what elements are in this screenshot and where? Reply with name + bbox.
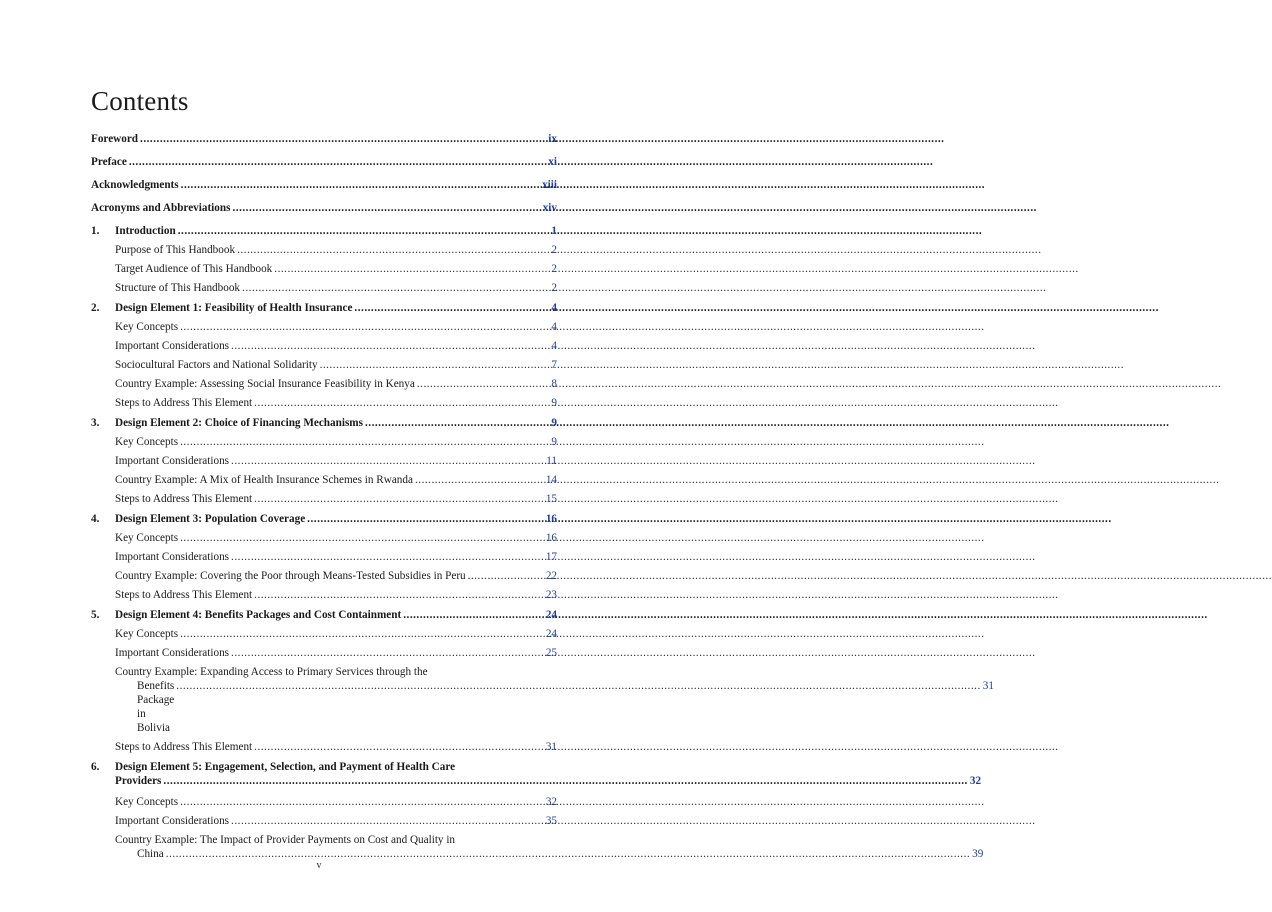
toc-page-number: 8 — [551, 378, 557, 390]
toc-page-number: 11 — [546, 455, 557, 467]
toc-chapter-4[interactable] — [91, 512, 557, 526]
dot-leader — [417, 377, 550, 391]
toc-page-number: xiv — [542, 202, 557, 214]
chapter-number: 2. — [91, 302, 100, 314]
dot-leader — [254, 492, 544, 506]
dot-leader — [365, 416, 549, 430]
toc-subentry[interactable] — [91, 473, 557, 487]
dot-leader — [254, 396, 549, 410]
toc-subentry[interactable] — [91, 740, 557, 754]
toc-entry-line2 — [115, 679, 994, 735]
toc-entry-label: Country Example: Covering the Poor through Means-Tested Subsidies in Peru — [115, 570, 466, 582]
toc-subentry[interactable] — [91, 646, 557, 660]
toc-entry-acknowledgments[interactable] — [91, 178, 557, 192]
toc-chapter-6[interactable] — [91, 760, 982, 788]
toc-page-number: 2 — [551, 263, 557, 275]
toc-entry-label: Introduction — [115, 225, 176, 237]
toc-entry-label: Important Considerations — [115, 455, 230, 467]
toc-entry-label: Important Considerations — [115, 551, 230, 563]
toc-page-number: 23 — [545, 589, 557, 601]
toc-page-number: ix — [548, 133, 557, 145]
toc-entry-label: Preface — [91, 156, 127, 168]
toc-entry-label: Design Element 2: Choice of Financing Mechanisms — [115, 417, 363, 429]
toc-page-number: 9 — [551, 436, 557, 448]
toc-page-number: 24 — [545, 628, 557, 640]
toc-subentry[interactable] — [91, 320, 557, 334]
toc-entry-label: Important Considerations — [115, 647, 230, 659]
toc-page-number: 7 — [551, 359, 557, 371]
toc-page-number: 4 — [551, 321, 557, 333]
toc-entry-label: Steps to Address This Element — [115, 589, 253, 601]
footer-page-number: v — [316, 860, 322, 871]
dot-leader — [254, 588, 544, 602]
toc-entry-label-line2: Providers — [115, 775, 162, 787]
toc-subentry[interactable] — [91, 795, 557, 809]
dot-leader — [180, 320, 549, 334]
toc-subentry[interactable] — [91, 377, 557, 391]
toc-page-number: 39 — [972, 848, 984, 860]
toc-subentry[interactable] — [91, 262, 557, 276]
dot-leader — [180, 795, 544, 809]
toc-page-number: 2 — [551, 244, 557, 256]
dot-leader — [166, 847, 970, 861]
toc-subentry[interactable] — [91, 396, 557, 410]
dot-leader — [129, 155, 546, 169]
toc-entry-label: Steps to Address This Element — [115, 397, 253, 409]
toc-subentry[interactable] — [91, 550, 557, 564]
toc-entry-label-line2: Benefits Package in Bolivia — [137, 680, 175, 734]
toc-page-number: 32 — [969, 775, 982, 787]
dot-leader — [403, 608, 544, 622]
toc-entry-label: Design Element 3: Population Coverage — [115, 513, 306, 525]
toc-entry-label: Purpose of This Handbook — [115, 244, 236, 256]
dot-leader — [231, 814, 544, 828]
toc-entry-label: Key Concepts — [115, 321, 179, 333]
toc-page-number: 24 — [545, 609, 557, 621]
chapter-number: 5. — [91, 609, 100, 621]
toc-entry-label-line1: Country Example: Expanding Access to Primary Services through the — [115, 666, 428, 678]
toc-chapter-2[interactable] — [91, 301, 557, 315]
toc-page-number: 4 — [551, 302, 557, 314]
toc-subentry[interactable] — [91, 281, 557, 295]
dot-leader — [140, 132, 546, 146]
chapter-number: 1. — [91, 225, 100, 237]
toc-page-number: 17 — [545, 551, 557, 563]
toc-subentry[interactable] — [91, 435, 557, 449]
dot-leader — [274, 262, 549, 276]
toc-subentry-wrapped[interactable] — [91, 833, 984, 861]
toc-entry-label: Country Example: Assessing Social Insurance Feasibility in Kenya — [115, 378, 415, 390]
toc-entry-label-line1: Design Element 5: Engagement, Selection, and Payment of Health Care — [115, 761, 456, 773]
dot-leader — [181, 178, 540, 192]
dot-leader — [354, 301, 549, 315]
toc-page-number: 2 — [551, 282, 557, 294]
dot-leader — [307, 512, 544, 526]
toc-entry-label: Acronyms and Abbreviations — [91, 202, 231, 214]
toc-page-number: 14 — [545, 474, 557, 486]
toc-entry-label: Target Audience of This Handbook — [115, 263, 273, 275]
toc-page-number: 9 — [551, 397, 557, 409]
toc-entry-label: Foreword — [91, 133, 139, 145]
chapter-number: 6. — [91, 761, 100, 773]
toc-entry-preface[interactable] — [91, 155, 557, 169]
toc-subentry[interactable] — [91, 531, 557, 545]
toc-chapter-5[interactable] — [91, 608, 557, 622]
toc-subentry[interactable] — [91, 243, 557, 257]
toc-page-number: 4 — [551, 340, 557, 352]
dot-leader — [415, 473, 544, 487]
toc-subentry[interactable] — [91, 454, 557, 468]
dot-leader — [231, 646, 544, 660]
dot-leader — [232, 201, 540, 215]
dot-leader — [180, 627, 544, 641]
toc-subentry[interactable] — [91, 339, 557, 353]
toc-subentry[interactable] — [91, 588, 557, 602]
toc-chapter-3[interactable] — [91, 416, 557, 430]
toc-entry-label: Important Considerations — [115, 340, 230, 352]
toc-page-number: 1 — [551, 225, 557, 237]
toc-entry-line2 — [115, 847, 984, 861]
toc-subentry[interactable] — [91, 569, 557, 583]
toc-subentry[interactable] — [91, 492, 557, 506]
dot-leader — [180, 435, 549, 449]
toc-page-number: 35 — [545, 815, 557, 827]
toc-entry-label: Design Element 1: Feasibility of Health Insurance — [115, 302, 353, 314]
chapter-number: 4. — [91, 513, 100, 525]
toc-entry-label: Design Element 4: Benefits Packages and Cost Containment — [115, 609, 402, 621]
toc-entry-foreword[interactable] — [91, 132, 557, 146]
toc-entry-label: Key Concepts — [115, 436, 179, 448]
toc-page-number: 32 — [545, 796, 557, 808]
toc-entry-label: Steps to Address This Element — [115, 493, 253, 505]
page-title: Contents — [91, 86, 189, 116]
toc-page-number: 16 — [545, 513, 557, 525]
dot-leader — [237, 243, 549, 257]
toc-entry-label: Sociocultural Factors and National Solidarity — [115, 359, 318, 371]
dot-leader — [180, 531, 544, 545]
toc-entry-label: Key Concepts — [115, 796, 179, 808]
dot-leader — [231, 339, 549, 353]
toc-entry-line2 — [115, 774, 981, 788]
chapter-number: 3. — [91, 417, 100, 429]
toc-entry-label: Acknowledgments — [91, 179, 179, 191]
toc-entry-label: Key Concepts — [115, 628, 179, 640]
dot-leader — [242, 281, 549, 295]
dot-leader — [320, 358, 550, 372]
toc-entry-label: Structure of This Handbook — [115, 282, 241, 294]
toc-page-number: 9 — [551, 417, 557, 429]
dot-leader — [231, 454, 544, 468]
chapter-title-block — [115, 760, 981, 788]
dot-leader — [468, 569, 544, 583]
toc-page-number: xi — [548, 156, 557, 168]
table-of-contents — [91, 132, 994, 861]
toc-page-number: 16 — [545, 532, 557, 544]
toc-page-number: 15 — [545, 493, 557, 505]
dot-leader — [178, 224, 550, 238]
toc-entry-label-line1: Country Example: The Impact of Provider Payments on Cost and Quality in — [115, 834, 456, 846]
toc-page-number: 25 — [545, 647, 557, 659]
toc-page-number: 22 — [545, 570, 557, 582]
toc-page-number: xiii — [542, 179, 557, 191]
toc-entry-label-line2: China — [137, 848, 164, 860]
dot-leader — [254, 740, 544, 754]
toc-subentry-wrapped[interactable] — [91, 665, 994, 735]
toc-entry-label: Steps to Address This Element — [115, 741, 253, 753]
toc-chapter-1[interactable] — [91, 224, 557, 238]
dot-leader — [176, 679, 980, 693]
toc-subentry[interactable] — [91, 358, 557, 372]
dot-leader — [231, 550, 544, 564]
dot-leader — [163, 774, 967, 788]
toc-subentry[interactable] — [91, 627, 557, 641]
toc-page-number: 31 — [545, 741, 557, 753]
toc-subentry[interactable] — [91, 814, 557, 828]
toc-entry-label: Important Considerations — [115, 815, 230, 827]
toc-page-number: 31 — [982, 680, 994, 692]
toc-entry-acronyms[interactable] — [91, 201, 557, 215]
toc-entry-label: Country Example: A Mix of Health Insurance Schemes in Rwanda — [115, 474, 413, 486]
toc-entry-label: Key Concepts — [115, 532, 179, 544]
